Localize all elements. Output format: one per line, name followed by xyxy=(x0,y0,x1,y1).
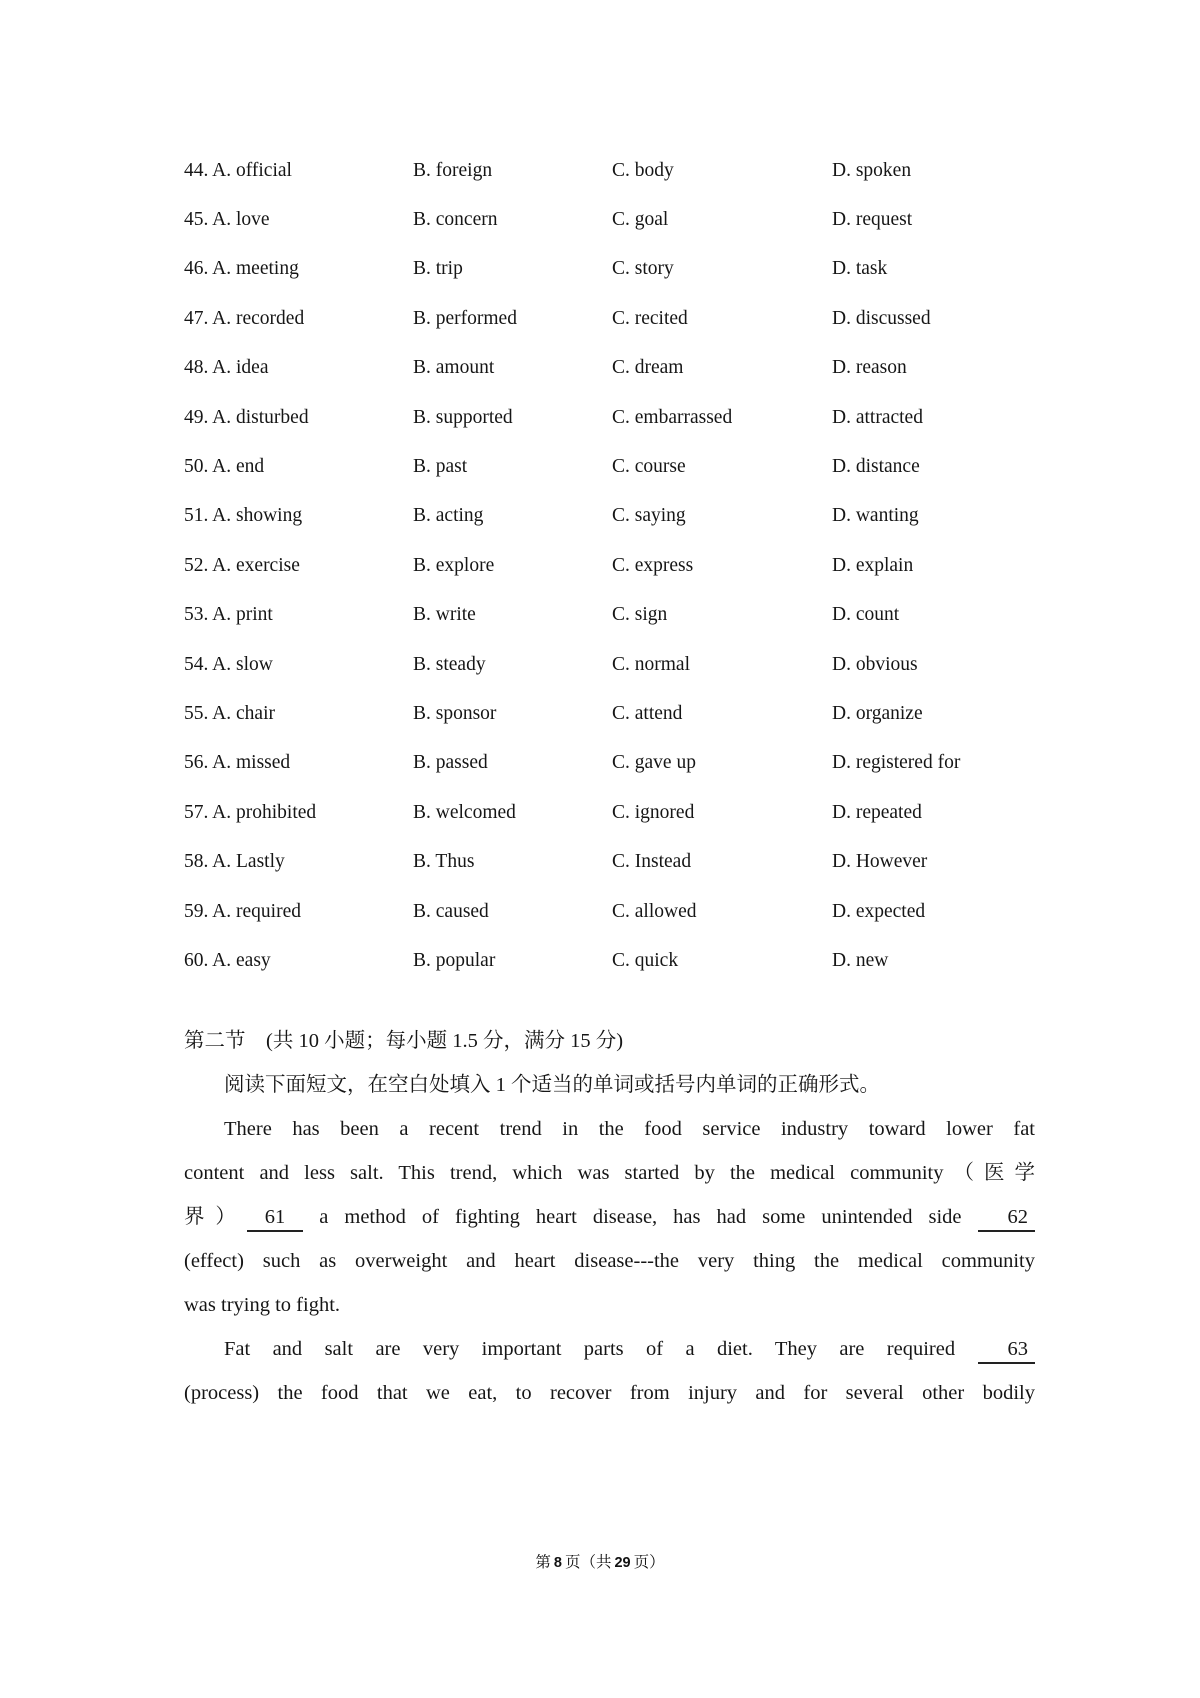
option-row-58 xyxy=(184,837,1084,886)
option-cell: 50. A. end xyxy=(184,456,265,478)
option-row-48 xyxy=(184,344,1084,393)
option-cell: C. dream xyxy=(612,357,684,379)
option-cell: B. write xyxy=(413,604,476,626)
option-cell: 56. A. missed xyxy=(184,752,291,774)
option-cell: C. quick xyxy=(612,949,679,971)
section-instruction: 阅读下面短文，在空白处填入 1 个适当的单词或括号内单词的正确形式。 xyxy=(224,1074,880,1096)
passage-line xyxy=(184,1195,1035,1239)
option-cell: D. However xyxy=(832,851,928,873)
option-row-56 xyxy=(184,739,1084,788)
option-cell: 48. A. idea xyxy=(184,357,269,379)
option-cell: D. spoken xyxy=(832,159,912,181)
option-cell: 60. A. easy xyxy=(184,949,271,971)
option-cell: C. story xyxy=(612,258,674,280)
option-cell: C. allowed xyxy=(612,900,697,922)
option-cell: 45. A. love xyxy=(184,209,270,231)
option-cell: B. supported xyxy=(413,406,513,428)
passage-line: was trying to fight. xyxy=(184,1294,341,1316)
option-cell: C. goal xyxy=(612,209,669,231)
option-cell: B. trip xyxy=(413,258,463,280)
option-cell: C. normal xyxy=(612,653,690,675)
passage-text: 界） xyxy=(184,1206,247,1228)
option-cell: 44. A. official xyxy=(184,159,292,181)
option-cell: C. embarrassed xyxy=(612,406,733,428)
option-cell: D. count xyxy=(832,604,900,626)
blank-62: 62 xyxy=(978,1206,1036,1232)
passage-line: There has been a recent trend in the food service industry toward lower fat xyxy=(224,1118,1035,1140)
option-cell: D. reason xyxy=(832,357,907,379)
option-row-45 xyxy=(184,195,1084,244)
option-cell: C. saying xyxy=(612,505,686,527)
option-cell: 52. A. exercise xyxy=(184,554,300,576)
option-cell: 53. A. print xyxy=(184,604,273,626)
option-cell: B. foreign xyxy=(413,159,493,181)
option-cell: B. acting xyxy=(413,505,484,527)
section-title: 第二节 (共 10 小题；每小题 1.5 分，满分 15 分) xyxy=(184,1030,624,1052)
passage-line: content and less salt. This trend, which was started by the medical community（医学 xyxy=(184,1162,1035,1184)
option-cell: B. welcomed xyxy=(413,801,516,823)
option-cell: D. distance xyxy=(832,456,920,478)
option-cell: C. body xyxy=(612,159,674,181)
option-cell: B. steady xyxy=(413,653,486,675)
option-cell: B. past xyxy=(413,456,468,478)
option-cell: C. ignored xyxy=(612,801,695,823)
option-cell: 57. A. prohibited xyxy=(184,801,317,823)
option-cell: D. discussed xyxy=(832,307,931,329)
option-row-52 xyxy=(184,541,1084,590)
option-row-60 xyxy=(184,936,1084,985)
footer-text: 页） xyxy=(633,1554,665,1571)
option-cell: C. Instead xyxy=(612,851,692,873)
option-cell: D. expected xyxy=(832,900,926,922)
option-cell: B. concern xyxy=(413,209,498,231)
option-cell: C. express xyxy=(612,554,694,576)
option-cell: D. attracted xyxy=(832,406,923,428)
footer-page-number: 8 xyxy=(553,1555,562,1571)
option-cell: 49. A. disturbed xyxy=(184,406,309,428)
option-cell: B. popular xyxy=(413,949,496,971)
option-row-54 xyxy=(184,640,1084,689)
option-cell: D. task xyxy=(832,258,888,280)
blank-61: 61 xyxy=(247,1206,304,1232)
footer-text: 页（共 xyxy=(564,1554,612,1571)
option-row-55 xyxy=(184,689,1084,738)
option-row-59 xyxy=(184,887,1084,936)
option-cell: B. sponsor xyxy=(413,702,497,724)
option-cell: 46. A. meeting xyxy=(184,258,299,280)
option-cell: C. recited xyxy=(612,307,688,329)
option-cell: B. amount xyxy=(413,357,495,379)
option-row-53 xyxy=(184,591,1084,640)
options-table xyxy=(184,146,1084,986)
option-cell: C. course xyxy=(612,456,686,478)
option-cell: 59. A. required xyxy=(184,900,301,922)
option-cell: D. explain xyxy=(832,554,914,576)
passage-line: (effect) such as overweight and heart disease---the very thing the medical community xyxy=(184,1250,1035,1272)
footer-total-pages: 29 xyxy=(614,1555,631,1571)
passage-line: (process) the food that we eat, to recover from injury and for several other bodily xyxy=(184,1382,1035,1404)
option-cell: 55. A. chair xyxy=(184,702,275,724)
option-row-46 xyxy=(184,245,1084,294)
option-cell: C. gave up xyxy=(612,752,696,774)
option-cell: 58. A. Lastly xyxy=(184,851,285,873)
blank-63: 63 xyxy=(978,1338,1036,1364)
option-cell: 51. A. showing xyxy=(184,505,303,527)
option-cell: B. Thus xyxy=(413,851,475,873)
option-row-57 xyxy=(184,788,1084,837)
option-cell: B. explore xyxy=(413,554,495,576)
option-cell: C. attend xyxy=(612,702,683,724)
option-row-47 xyxy=(184,294,1084,343)
option-cell: B. passed xyxy=(413,752,488,774)
option-cell: D. new xyxy=(832,949,889,971)
option-cell: B. caused xyxy=(413,900,489,922)
page-footer xyxy=(0,1550,1200,1572)
option-cell: D. request xyxy=(832,209,913,231)
option-cell: D. obvious xyxy=(832,653,918,675)
option-row-51 xyxy=(184,492,1084,541)
section-two-block xyxy=(184,1019,1035,1415)
option-cell: D. repeated xyxy=(832,801,922,823)
footer-text: 第 xyxy=(535,1554,551,1571)
option-cell: C. sign xyxy=(612,604,668,626)
option-row-50 xyxy=(184,442,1084,491)
option-row-44 xyxy=(184,146,1084,195)
option-cell: D. registered for xyxy=(832,752,961,774)
passage-text: a method of fighting heart disease, has had some unintended side xyxy=(319,1206,962,1228)
option-row-49 xyxy=(184,393,1084,442)
passage-line xyxy=(184,1327,1035,1371)
option-cell: 54. A. slow xyxy=(184,653,273,675)
option-cell: D. wanting xyxy=(832,505,919,527)
option-cell: 47. A. recorded xyxy=(184,307,305,329)
passage-text: Fat and salt are very important parts of a diet. They are required xyxy=(224,1338,956,1360)
option-cell: B. performed xyxy=(413,307,517,329)
option-cell: D. organize xyxy=(832,702,923,724)
